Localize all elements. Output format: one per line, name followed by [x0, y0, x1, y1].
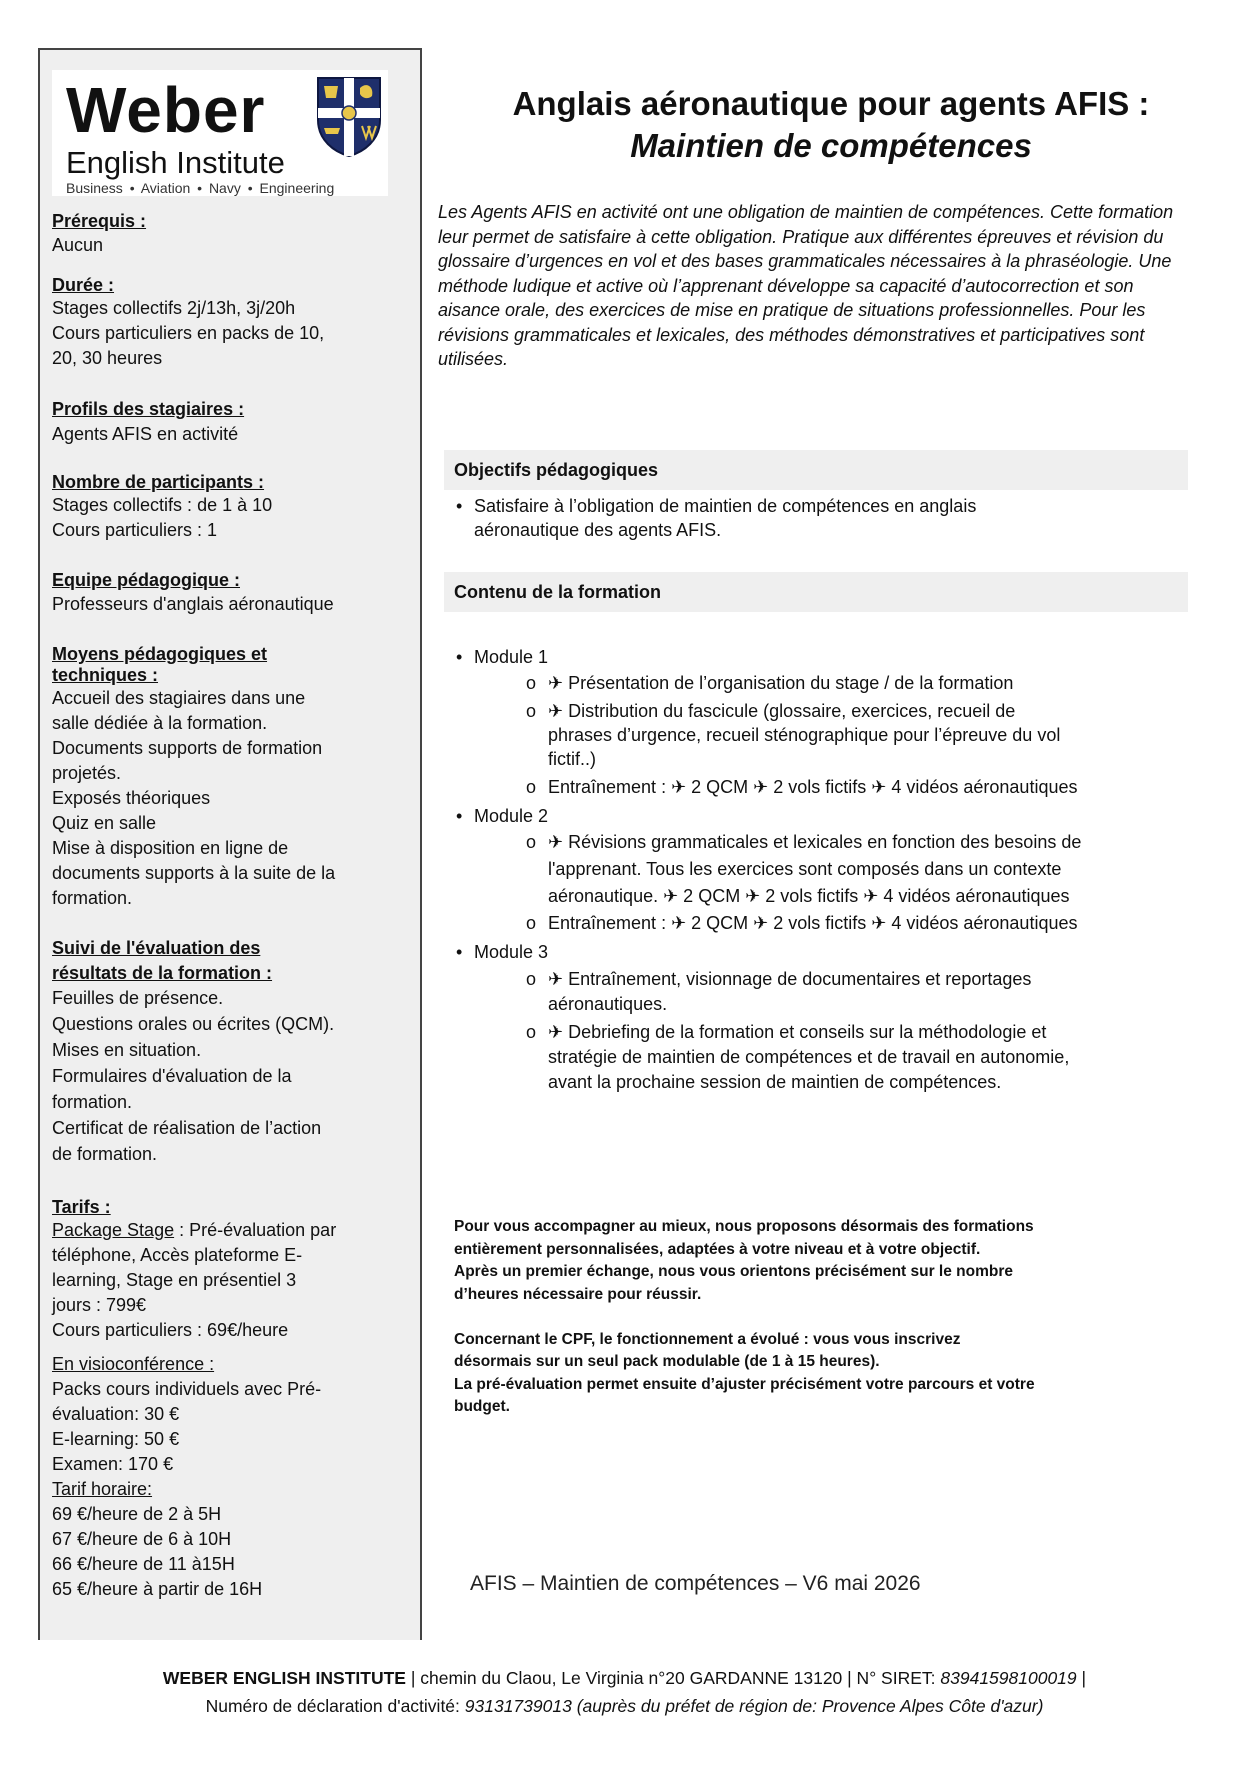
footer-declaration-label: Numéro de déclaration d'activité: [205, 1696, 465, 1716]
horaire-line: 65 €/heure à partir de 16H [52, 1579, 263, 1599]
module-2-item: o ✈ Révisions grammaticales et lexicales en fonction des besoins de [548, 830, 1081, 854]
cta-line: Après un premier échange, nous vous orientons précisément sur le nombre [454, 1263, 1014, 1280]
footer-declaration-number: 93131739013 [464, 1696, 572, 1716]
footer-line-2 [0, 1696, 1249, 1717]
moyens-line: projetés. [52, 763, 122, 783]
horaire-line: 67 €/heure de 6 à 10H [52, 1529, 232, 1549]
package-line: Cours particuliers : 69€/heure [52, 1320, 289, 1340]
module-3-item-cont: stratégie de maintien de compétences et de travail en autonomie, [548, 1047, 1070, 1067]
cta-block [454, 1216, 1194, 1419]
footer-company: WEBER ENGLISH INSTITUTE [162, 1668, 406, 1688]
page-title: Anglais aéronautique pour agents AFIS : [512, 85, 1150, 122]
cta-line: budget. [454, 1398, 510, 1415]
module-2-item: o Entraînement : ✈ 2 QCM ✈ 2 vols fictifs ✈ 4 vidéos aéronautiques [548, 911, 1077, 935]
module-3: • Module 3 [474, 940, 548, 964]
profils-value: Agents AFIS en activité [52, 424, 239, 444]
package-line: jours : 799€ [52, 1295, 147, 1315]
prerequis-value: Aucun [52, 235, 104, 255]
module-2-item-cont: l'apprenant. Tous les exercices sont composés dans un contexte [548, 859, 1062, 879]
duree-heading: Durée : [52, 275, 115, 295]
crest-icon [316, 76, 382, 158]
intro-paragraph: Les Agents AFIS en activité ont une obligation de maintien de compétences. Cette formation leur permet de satisfaire à cette obligation. Pratique aux différentes épreuves et révision du glossaire d’urgences en vol et des bases grammaticales nécessaires à la phraséologie. Une méthode ludique et active où l’apprenant développe sa capacité d’autocorrection et son aisance orale, des exercices de mise en pratique de situations professionnelles. Pour les révisions grammaticales et lexicales, des méthodes démonstratives et participatives sont utilisées. [438, 202, 1174, 369]
sidebar [38, 48, 422, 1640]
package-rest: : Pré-évaluation par [174, 1220, 337, 1240]
suivi-line: Certificat de réalisation de l’action [52, 1118, 322, 1138]
visio-line: Packs cours individuels avec Pré- [52, 1379, 322, 1399]
suivi-line: de formation. [52, 1144, 158, 1164]
cta-line: Concernant le CPF, le fonctionnement a évolué : vous vous inscrivez [454, 1330, 961, 1348]
contenu-heading: Contenu de la formation [454, 582, 661, 602]
page-subtitle: Maintien de compétences [630, 127, 1032, 164]
visio-line: évaluation: 30 € [52, 1404, 180, 1424]
tarifs-heading: Tarifs : [52, 1197, 111, 1217]
module-2: • Module 2 [474, 804, 548, 828]
footer-end: | [1076, 1668, 1087, 1688]
horaire-line: 66 €/heure de 11 à15H [52, 1554, 235, 1574]
moyens-line: Documents supports de formation [52, 738, 323, 758]
equipe-value: Professeurs d'anglais aéronautique [52, 594, 334, 614]
moyens-heading: Moyens pédagogiques et [52, 644, 268, 664]
module-2-item-cont: aéronautique. ✈ 2 QCM ✈ 2 vols fictifs ✈ 4 vidéos aéronautiques [548, 886, 1070, 906]
footer-declaration-note: (auprès du préfet de région de: Provence Alpes Côte d'azur) [571, 1696, 1044, 1716]
profils-heading: Profils des stagiaires : [52, 399, 245, 419]
package-line [52, 1218, 402, 1243]
module-1-item: o ✈ Présentation de l’organisation du stage / de la formation [548, 671, 1013, 695]
logo-brand: Weber [66, 74, 266, 146]
footer-siret: 83941598100019 [940, 1668, 1077, 1688]
moyens-line: Mise à disposition en ligne de [52, 838, 289, 858]
moyens-line: Exposés théoriques [52, 788, 211, 808]
horaire-label: Tarif horaire: [52, 1479, 153, 1499]
nombre-heading: Nombre de participants : [52, 472, 265, 492]
objectif-item: • Satisfaire à l’obligation de maintien de compétences en anglais [474, 494, 976, 518]
suivi-heading: Suivi de l'évaluation des [52, 938, 261, 958]
suivi-line: Formulaires d'évaluation de la [52, 1066, 292, 1086]
objectif-item-cont: aéronautique des agents AFIS. [474, 520, 722, 540]
visio-label: En visioconférence : [52, 1354, 215, 1374]
suivi-heading: résultats de la formation : [52, 963, 273, 983]
visio-line: E-learning: 50 € [52, 1429, 180, 1449]
nombre-line: Stages collectifs : de 1 à 10 [52, 495, 273, 515]
version-label: AFIS – Maintien de compétences – V6 mai 2026 [470, 1572, 921, 1595]
weber-logo [52, 70, 388, 196]
cta-line: La pré-évaluation permet ensuite d’ajuster précisément votre parcours et votre [454, 1375, 1035, 1393]
suivi-line: formation. [52, 1092, 133, 1112]
objectifs-bar [444, 450, 1188, 490]
module-3-item: o ✈ Debriefing de la formation et conseils sur la méthodologie et [548, 1020, 1046, 1044]
suivi-line: Mises en situation. [52, 1040, 202, 1060]
footer-line-1 [0, 1668, 1249, 1689]
cta-line: désormais sur un seul pack modulable (de 1 à 15 heures). [454, 1353, 880, 1370]
moyens-line: documents supports à la suite de la [52, 863, 336, 883]
visio-line: Examen: 170 € [52, 1454, 174, 1474]
module-1-item-cont: phrases d’urgence, recueil sténographique pour l’épreuve du vol [548, 725, 1061, 745]
package-line: learning, Stage en présentiel 3 [52, 1270, 297, 1290]
module-3-item-cont: aéronautiques. [548, 994, 668, 1014]
logo-name: English Institute [66, 145, 285, 180]
nombre-line: Cours particuliers : 1 [52, 520, 218, 540]
module-3-item: o ✈ Entraînement, visionnage de documentaires et reportages [548, 967, 1031, 991]
cta-line: Pour vous accompagner au mieux, nous proposons désormais des formations [454, 1218, 1034, 1235]
contenu-bar [444, 572, 1188, 612]
module-1: • Module 1 [474, 645, 548, 669]
module-1-item: o Entraînement : ✈ 2 QCM ✈ 2 vols fictifs ✈ 4 vidéos aéronautiques [548, 775, 1077, 799]
module-1-item: o ✈ Distribution du fascicule (glossaire, exercices, recueil de [548, 699, 1015, 723]
cta-line: d’heures nécessaire pour réussir. [454, 1285, 702, 1303]
moyens-line: formation. [52, 888, 133, 908]
objectifs-heading: Objectifs pédagogiques [454, 460, 659, 480]
module-3-item-cont: avant la prochaine session de maintien de compétences. [548, 1072, 1002, 1092]
duree-line: Stages collectifs 2j/13h, 3j/20h [52, 298, 296, 318]
module-1-item-cont: fictif..) [548, 749, 596, 769]
footer-address: | chemin du Claou, Le Virginia n°20 GARDANNE 13120 | N° SIRET: [405, 1668, 941, 1688]
moyens-line: salle dédiée à la formation. [52, 713, 268, 733]
moyens-heading: techniques : [52, 665, 159, 685]
moyens-line: Accueil des stagiaires dans une [52, 688, 306, 708]
duree-line: 20, 30 heures [52, 348, 163, 368]
suivi-line: Feuilles de présence. [52, 988, 224, 1008]
cta-line: entièrement personnalisées, adaptées à votre niveau et à votre objectif. [454, 1240, 981, 1258]
equipe-heading: Equipe pédagogique : [52, 570, 240, 590]
prerequis-heading: Prérequis : [52, 211, 147, 231]
duree-line: Cours particuliers en packs de 10, [52, 323, 325, 343]
package-line: téléphone, Accès plateforme E- [52, 1245, 303, 1265]
moyens-line: Quiz en salle [52, 813, 157, 833]
logo-tagline: Business • Aviation • Navy • Engineering [66, 180, 335, 196]
horaire-line: 69 €/heure de 2 à 5H [52, 1504, 222, 1524]
package-label: Package Stage [52, 1220, 175, 1240]
suivi-line: Questions orales ou écrites (QCM). [52, 1014, 335, 1034]
cta-line [454, 1306, 1194, 1329]
